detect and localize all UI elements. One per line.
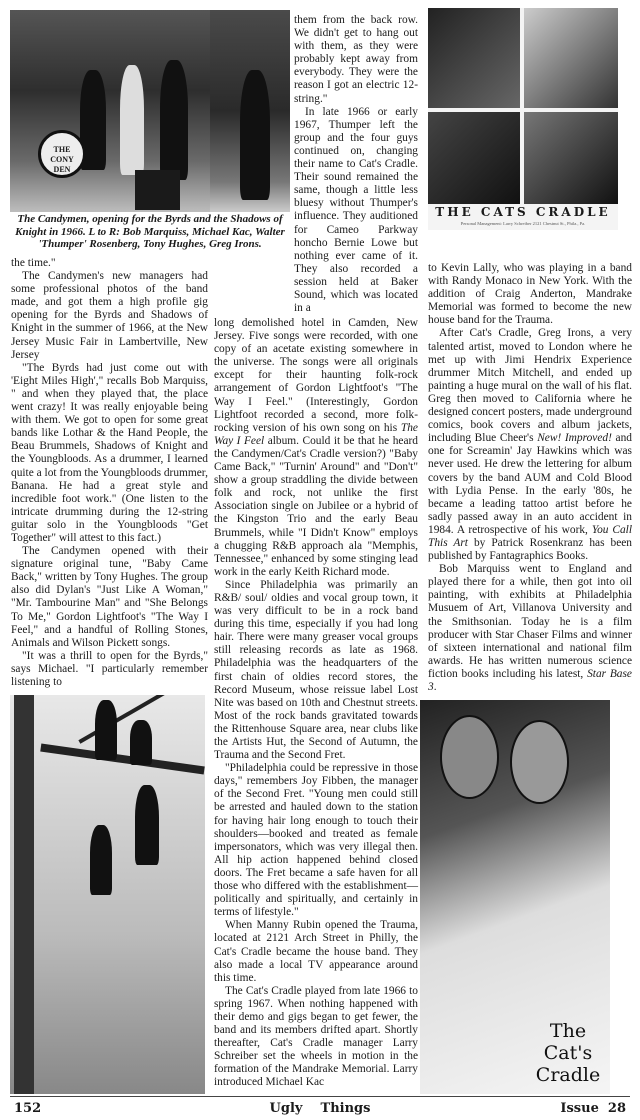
band-member-figure xyxy=(135,785,159,865)
paragraph-text: to Kevin Lally, who was playing in a band with Randy Monaco in New York. With the addition of Craig Anderton, Mandrake Memorial was formed to become the new house band for the Trauma. xyxy=(428,262,632,327)
band-member-figure xyxy=(120,65,144,175)
photo-band-on-scaffold xyxy=(10,695,205,1094)
band-member-figure xyxy=(130,720,152,765)
promo-portrait xyxy=(524,112,618,204)
paragraph-text: When Manny Rubin opened the Trauma, located at 2121 Arch Street in Philly, the Cat's Cradle became the house band. They also made a local TV appearance around this time. xyxy=(214,919,418,984)
article-paragraph xyxy=(11,257,208,270)
article-paragraph xyxy=(294,106,418,316)
photo-candymen-stage xyxy=(10,10,210,212)
italic-title: You Call This Art xyxy=(428,523,633,549)
paragraph-text: long demolished hotel in Camden, New Jersey. Five songs were recorded, with one copy of an acetate existing somewhere in the universe. The songs were all originals except for their haunting folk-rock arrangement of Gordon Lightfoot's "The Way I Feel." (Interestingly, Gordon Lightfoot recorded a second, more folk-rocking version of his own song on his xyxy=(214,317,418,434)
article-paragraph xyxy=(214,579,418,762)
article-paragraph xyxy=(11,270,208,362)
paragraph-text: In late 1966 or early 1967, Thumper left the group and the four guys continued on, changing their name to Cat's Cradle. Their sound remained the same, though a little less bluesy without Thumper's influence. They auditioned for Cameo Parkway honcho Bernie Lowe but nothing ever came of it. They also recorded a session held at Baker Sound, which was located in a xyxy=(294,105,418,315)
drawn-face xyxy=(510,720,569,804)
article-paragraph xyxy=(214,919,418,984)
photo-candymen-stage-right xyxy=(210,10,290,212)
scaffold-pole xyxy=(14,695,34,1094)
paragraph-text: and one for Screamin' Jay Hawkins which was never used. He drew the lettering for album covers by the band AUM and Cold Blood with Lydia Pense. In the early '80s, he became a leading tattoo artist before he sadly passed away in an auto accident in 1984. A retrospective of his work, xyxy=(428,432,633,536)
article-column-right xyxy=(428,262,632,694)
paragraph-text: . xyxy=(433,681,437,693)
promo-portrait xyxy=(428,8,520,108)
article-paragraph xyxy=(428,327,632,563)
magazine-name: Ugly Things xyxy=(269,1101,371,1116)
band-member-figure xyxy=(90,825,112,895)
paragraph-text: "It was a thrill to open for the Byrds," says Michael. "I particularly remember listening to xyxy=(11,649,208,688)
poster-lettering: The Cat's Cradle xyxy=(535,1020,601,1086)
paragraph-text: The Candymen opened with their signature original tune, "Baby Came Back," written by Tony Hughes. The group also did Dylan's "Just Like A Woman," "Mr. Tambourine Man" and "She Belongs To Me," Gordon Lightfoot's "The Way I Feel," and a handful of Rolling Stones, Animals and Wilson Pickett songs. xyxy=(11,545,208,649)
article-column-middle-top xyxy=(294,14,418,315)
italic-title: New! Improved! xyxy=(537,432,612,445)
band-member-figure xyxy=(95,700,117,760)
band-member-figure xyxy=(160,60,188,180)
promo-title: THE CATS CRADLE xyxy=(435,205,611,219)
photo-caption: The Candymen, opening for the Byrds and the Shadows of Knight in 1966. L to R: Bob Marquiss, Michael Kac, Walter 'Thumper' Rosenberg, Tony Hughes, Greg Irons. xyxy=(15,213,285,250)
promo-fine-print: Personal Management: Larry Schreiber 2121 Chestnut St., Phila., Pa. xyxy=(460,221,586,226)
article-paragraph xyxy=(294,14,418,106)
photo-cats-cradle-promo xyxy=(428,8,618,230)
paragraph-text: by Patrick Rosenkranz has been published by Fantagraphics Books. xyxy=(428,536,632,563)
paragraph-text: Bob Marquiss went to England and played there for a while, then got into oil painting, with exhibits at Philadelphia Musuem of Art, Villanova University and the Smithsonian. Today he is a film producer with Star Chaser Films and winner of sixteen international and national film awards. He has written numerous science fiction books including his latest, xyxy=(428,563,632,680)
article-paragraph xyxy=(428,563,632,694)
paragraph-text: The Cat's Cradle played from late 1966 to spring 1967. When nothing happened with their demo and gigs began to get fewer, the band and its members drifted apart. Shortly thereafter, Cat's Cradle manager Larry Schreiber set the wheels in motion in the formation of the Mandrake Memorial. Larry introduced Michael Kac xyxy=(214,984,418,1089)
paragraph-text: "The Byrds had just come out with 'Eight Miles High'," recalls Bob Marquiss, " and when they played that, the place went crazy! It was really enjoyable being with them. We got to open for some great bands like Lothar & the Hand People, the Beau Brummels, Shadows of Knight and the Youngbloods. As a drummer, I learned quite a lot from the Youngbloods drummer, Banana. He had a great style and incredible foot work." (One listen to the intricate drumming during the 12-string guitar solo in the Youngbloods "Get Together" will attest to this fact.) xyxy=(11,361,208,544)
footer-divider xyxy=(10,1096,630,1097)
scaffold-beam xyxy=(40,744,205,775)
article-column-left xyxy=(11,257,208,689)
paragraph-text: them from the back row. We didn't get to hang out with them, as they were probably kept away from everybody. They were the reason I got an electric 12-string." xyxy=(294,14,418,105)
drawing-cats-cradle-poster xyxy=(420,700,610,1094)
issue-number: Issue 28 xyxy=(560,1101,626,1116)
promo-portrait xyxy=(524,8,618,108)
italic-title: Star Base 3 xyxy=(428,667,632,693)
amplifier xyxy=(135,170,180,210)
promo-portrait xyxy=(428,112,520,204)
article-column-middle xyxy=(214,317,418,1090)
article-paragraph xyxy=(11,650,208,689)
paragraph-text: Since Philadelphia was primarily an R&B/ soul/ oldies and vocal group town, it was very difficult to be in a rock band during this time, especially if you had long hair. There were many greaser vocal groups still releasing records as late as 1968. Philadelphia was the headquarters of the first chain of oldies record stores, the Record Museum, whose reissue label Lost Nite was based on 10th and Chestnut streets. Most of the rock bands gravitated towards the Rittenhouse Square area, near clubs like the Artists Hut, the Second of Autumn, the Trauma and the Second Fret. xyxy=(214,578,418,762)
article-paragraph xyxy=(214,762,418,919)
page-number: 152 xyxy=(14,1101,42,1116)
paragraph-text: After Cat's Cradle, Greg Irons, a very talented artist, moved to London where he met up with Jimi Hendrix Experience drummer Mitch Mitchell, and ended up painting a huge mural on the wall of his flat. Greg then moved to California where he designed concert posters, made underground comics, book covers and album jackets, including Blue Cheer's xyxy=(428,327,632,445)
drawn-face xyxy=(440,715,499,799)
article-paragraph xyxy=(11,362,208,545)
paragraph-text: "Philadelphia could be repressive in those days," remembers Joy Fibben, the manager of the Second Fret. "Young men could still be arrested and hauled down to the station for having hair long enough to touch their shoulders—booked and treated as female impersonators, which was very illegal then. All hip action happened behind closed doors. The Fret became a safe haven for all those who differed with the establishment—politically and spiritually, and certainly in terms of lifestyle." xyxy=(214,762,418,919)
article-paragraph xyxy=(214,985,418,1090)
paragraph-text: album. Could it be that he heard the Candymen/Cat's Cradle version?) "Baby Came Back," "Turnin' Around" and "Don't" show a group straddling the divide between folk and rock, not unlike the first Association single on Jubilee or a hybrid of the Kingston Trio and the early Beau Brummels, while "I Didn't Know" employs a chugging R&B approach ala "Memphis, Tennessee," enhanced by some stinging lead work in the early Keith Richard mode. xyxy=(214,434,418,578)
paragraph-text: The Candymen's new managers had some professional photos of the band made, and got them a high profile gig opening for the Byrds and Shadows of Knight in the summer of 1966, at the New Jersey Music Fair in Lambertville, New Jersey xyxy=(11,270,208,361)
band-member-figure xyxy=(240,70,270,200)
article-paragraph xyxy=(428,262,632,327)
paragraph-text: the time." xyxy=(11,257,56,269)
article-paragraph xyxy=(11,545,208,650)
italic-title: The Way I Feel xyxy=(214,421,418,447)
article-paragraph xyxy=(214,317,418,579)
drum-banner: THE CONY DEN xyxy=(38,130,86,178)
